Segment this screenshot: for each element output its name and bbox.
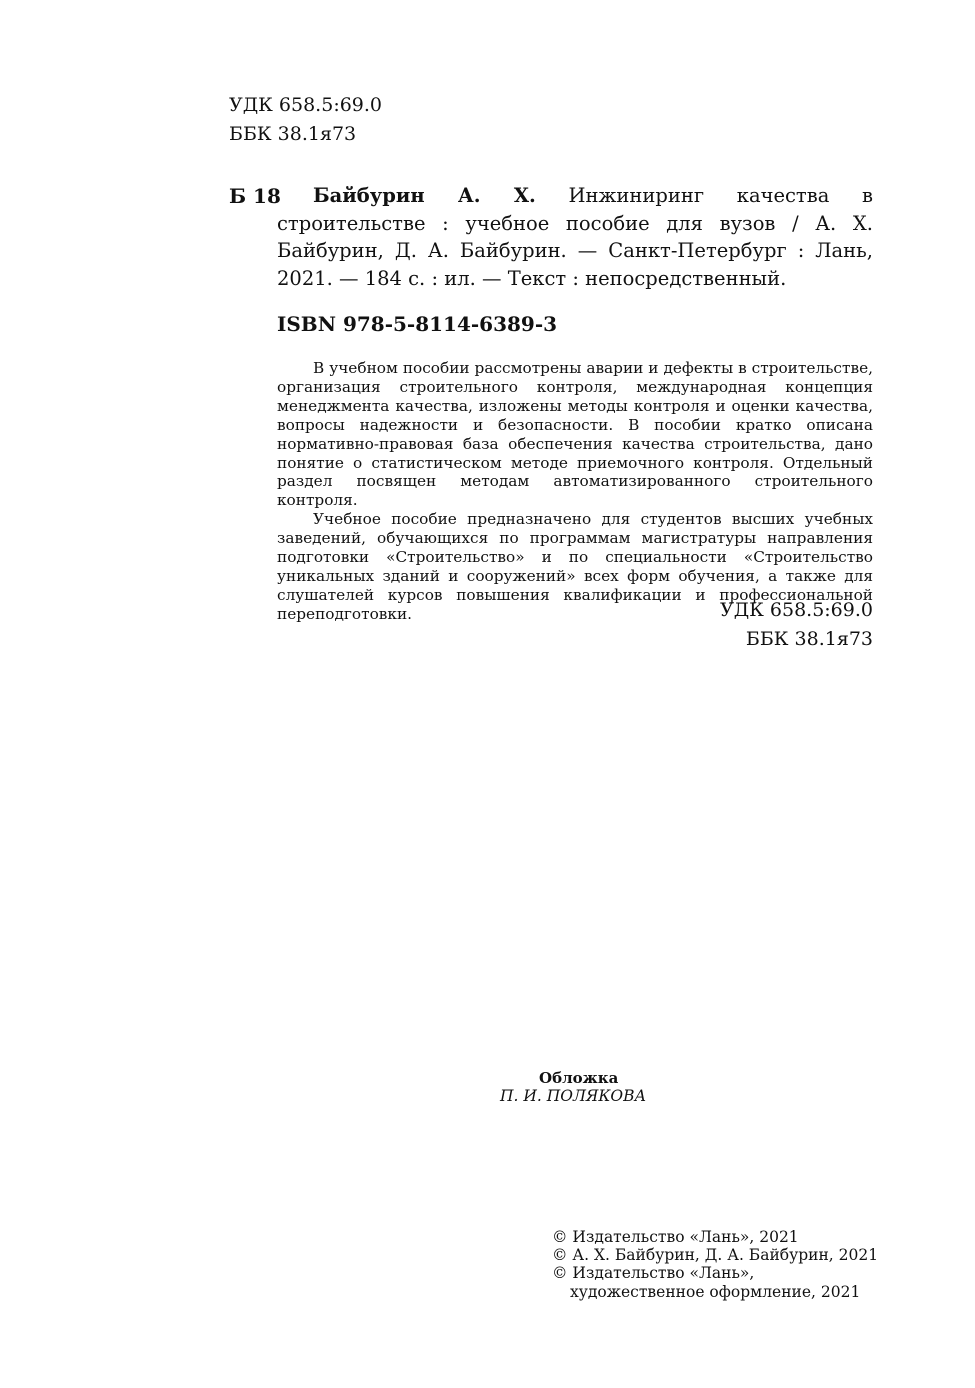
bibliographic-record [277,182,873,292]
copyright-line: художественное оформление, 2021 [570,1282,861,1301]
abstract [277,359,873,624]
copyright-line: © Издательство «Лань», [552,1264,755,1283]
abstract-paragraph-1: В учебном пособии рассмотрены аварии и дефекты в строительстве, организация строительного контроля, международная концепция менеджмента качества, изложены методы контроля и оценки качества, вопросы надежности и безопасности. В пособии кратко описана нормативно-правовая база обеспечения качества строительства, дано понятие о статистическом методе приемочного контроля. Отдельный раздел посвящен методам автоматизированного строительного контроля. [277,359,873,510]
abstract-paragraph-2: Учебное пособие предназначено для студентов высших учебных заведений, обучающихся по программам магистратуры направления подготовки «Строительство» и по специальности «Строительство уникальных зданий и сооружений» всех форм обучения, а также для слушателей курсов повышения квалификации и профессиональной переподготовки. [277,510,873,623]
cover-credit-label: Обложка [539,1069,619,1087]
author-mark: Б 18 [229,184,281,208]
citation-author: Байбурин А. Х. [313,184,536,207]
copyright-line: © Издательство «Лань», 2021 [552,1228,799,1246]
udk-classification: УДК 658.5:69.0 [719,599,873,621]
isbn: ISBN 978-5-8114-6389-3 [277,312,558,336]
bbk-header: ББК 38.1я73 [229,123,357,145]
udk-header: УДК 658.5:69.0 [229,94,383,116]
bbk-classification: ББК 38.1я73 [745,628,873,650]
cover-credit-name: П. И. ПОЛЯКОВА [500,1087,647,1105]
citation-text: Инжиниринг качества в строительстве : учебное пособие для вузов / А. Х. Байбурин, Д. А. Байбурин. — Санкт-Петербург : Лань, 2021. — 184 с. : ил. — Текст : непосредственный. [277,184,873,290]
copyright-block [552,1228,878,1301]
copyright-line: © А. Х. Байбурин, Д. А. Байбурин, 2021 [552,1246,879,1265]
